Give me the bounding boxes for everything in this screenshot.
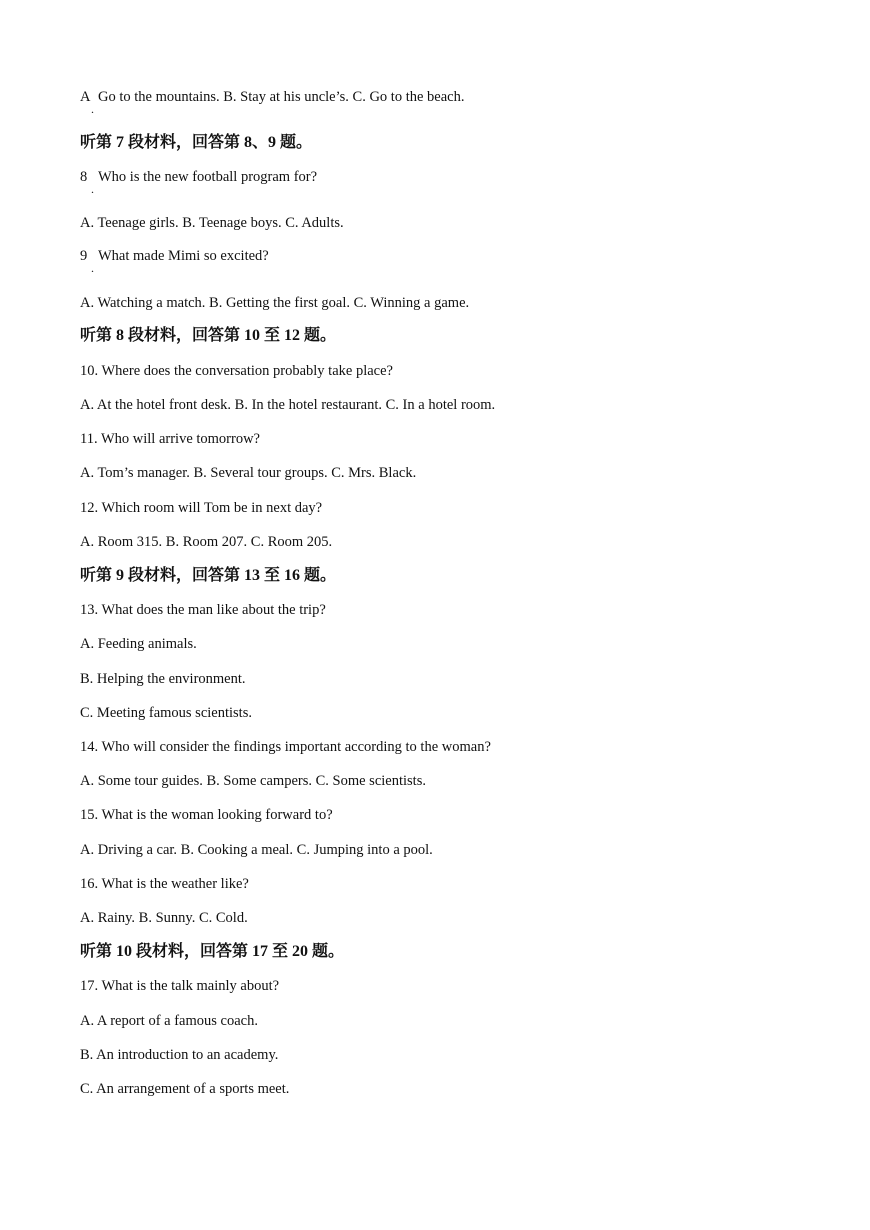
- option-line: A. Driving a car. B. Cooking a meal. C. Jumping into a pool.: [80, 842, 433, 858]
- section-heading: 听第 10 段材料，回答第 17 至 20 题。: [80, 943, 345, 960]
- option-line: A. A report of a famous coach.: [80, 1013, 258, 1029]
- option-line: B. Helping the environment.: [80, 671, 246, 687]
- option-line: A. Watching a match. B. Getting the first goal. C. Winning a game.: [80, 295, 470, 311]
- option-line: A. Some tour guides. B. Some campers. C. Some scientists.: [80, 773, 426, 789]
- option-line: A. Room 315. B. Room 207. C. Room 205.: [80, 534, 333, 550]
- option-line: C. Meeting famous scientists.: [80, 705, 252, 721]
- question-line: [80, 246, 269, 275]
- section-heading: 听第 8 段材料，回答第 10 至 12 题。: [80, 327, 337, 344]
- question-line: 15. What is the woman looking forward to?: [80, 807, 333, 823]
- question-line: 13. What does the man like about the trip?: [80, 602, 326, 618]
- option-line: B. An introduction to an academy.: [80, 1047, 279, 1063]
- question-line: 16. What is the weather like?: [80, 876, 249, 892]
- option-line: A. At the hotel front desk. B. In the hotel restaurant. C. In a hotel room.: [80, 397, 496, 413]
- question-line: 10. Where does the conversation probably take place?: [80, 363, 393, 379]
- option-line: A. Feeding animals.: [80, 636, 197, 652]
- question-number: 9 .: [80, 248, 94, 275]
- question-number: 8 .: [80, 169, 94, 196]
- option-line: A. Teenage girls. B. Teenage boys. C. Adults.: [80, 215, 344, 231]
- option-line: [80, 87, 465, 116]
- section-heading: 听第 7 段材料，回答第 8、9 题。: [80, 134, 313, 151]
- question-line: [80, 167, 318, 196]
- question-line: 12. Which room will Tom be in next day?: [80, 500, 323, 516]
- line-text: Go to the mountains. B. Stay at his uncle’s. C. Go to the beach.: [98, 89, 465, 105]
- option-line: A. Tom’s manager. B. Several tour groups. C. Mrs. Black.: [80, 465, 417, 481]
- question-line: 14. Who will consider the findings important according to the woman?: [80, 739, 491, 755]
- option-line: A. Rainy. B. Sunny. C. Cold.: [80, 910, 248, 926]
- section-heading: 听第 9 段材料，回答第 13 至 16 题。: [80, 567, 337, 584]
- line-text: Who is the new football program for?: [98, 169, 318, 185]
- question-line: 17. What is the talk mainly about?: [80, 978, 280, 994]
- line-text: What made Mimi so excited?: [98, 248, 269, 264]
- question-line: 11. Who will arrive tomorrow?: [80, 431, 260, 447]
- item-label: A .: [80, 89, 94, 116]
- option-line: C. An arrangement of a sports meet.: [80, 1081, 290, 1097]
